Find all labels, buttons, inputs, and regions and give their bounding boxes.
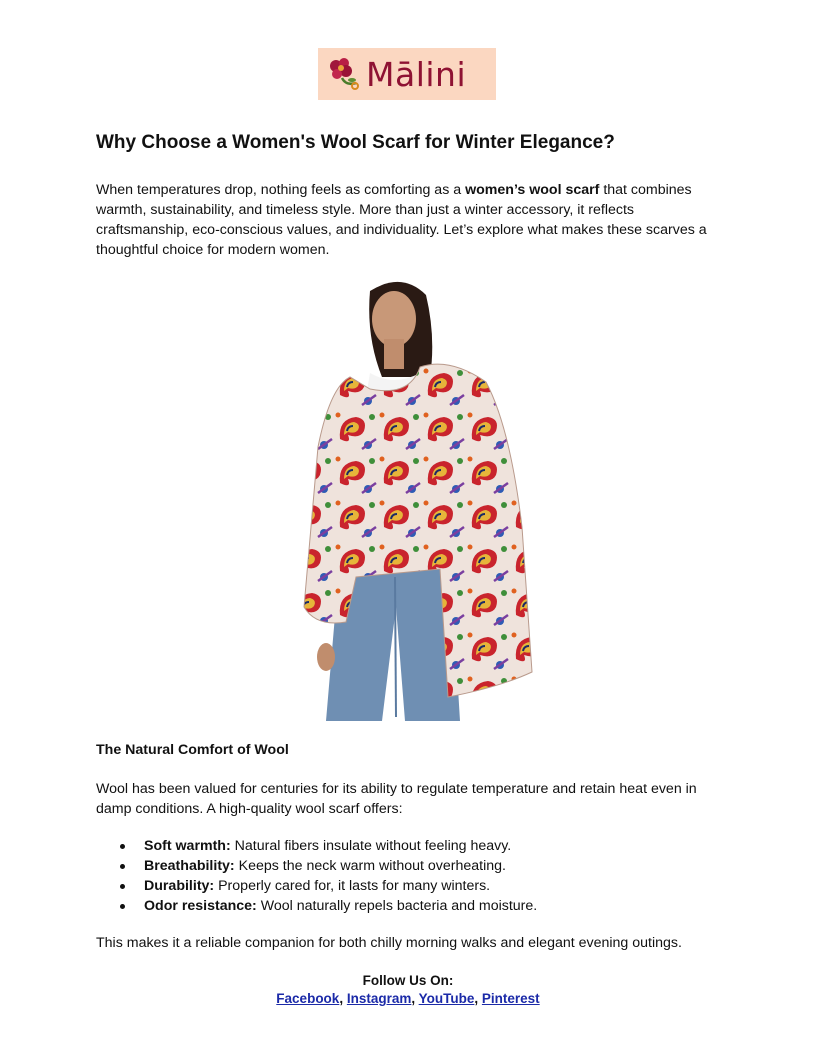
list-item-term: Soft warmth: (144, 838, 231, 854)
malini-logo (318, 48, 496, 100)
facebook-link[interactable]: Facebook (276, 991, 340, 1006)
bullet-icon (120, 844, 125, 849)
section-paragraph: Wool has been valued for centuries for its ability to regulate temperature and retain heat even in damp conditions. A high-quality wool scarf offers: (96, 781, 697, 817)
section-heading: The Natural Comfort of Wool (96, 742, 289, 758)
link-separator: , (411, 991, 419, 1006)
bullet-icon (120, 864, 125, 869)
list-item (96, 836, 537, 856)
list-item-term: Odor resistance: (144, 898, 257, 914)
list-item (96, 856, 537, 876)
bullet-icon (120, 884, 125, 889)
link-separator: , (474, 991, 482, 1006)
list-item (96, 876, 537, 896)
list-item-text: Properly cared for, it lasts for many winters. (214, 878, 491, 894)
follow-us-title: Follow Us On: (362, 973, 454, 988)
link-separator: , (339, 991, 347, 1006)
pinterest-link[interactable]: Pinterest (481, 991, 540, 1006)
list-item-text: Natural fibers insulate without feeling heavy. (230, 838, 512, 854)
list-item-text: Wool naturally repels bacteria and moisture. (256, 898, 538, 914)
intro-text-start: When temperatures drop, nothing feels as comforting as a (96, 182, 466, 198)
model-scarf-photo (290, 277, 534, 721)
benefits-list (96, 836, 537, 916)
social-links (0, 991, 816, 1006)
instagram-link[interactable]: Instagram (346, 991, 412, 1006)
list-item-text: Keeps the neck warm without overheating. (234, 858, 506, 874)
list-item-term: Breathability: (144, 858, 235, 874)
bullet-icon (120, 904, 125, 909)
intro-paragraph (96, 180, 720, 260)
youtube-link[interactable]: YouTube (418, 991, 475, 1006)
logo-wordmark: Mālini (366, 54, 467, 94)
closing-paragraph: This makes it a reliable companion for both chilly morning walks and elegant evening outings. (96, 935, 682, 951)
article-title: Why Choose a Women's Wool Scarf for Winter Elegance? (96, 132, 615, 153)
list-item (96, 896, 537, 916)
flower-icon (326, 56, 362, 92)
intro-keyword: women’s wool scarf (465, 182, 600, 198)
intro-text-end: that combines warmth, sustainability, and timeless style. More than just a winter accessory, it reflects craftsmanship, eco-conscious values, and individuality. Let’s explore what makes these scarves a thoughtful choice for modern women. (96, 182, 707, 258)
list-item-term: Durability: (144, 878, 215, 894)
